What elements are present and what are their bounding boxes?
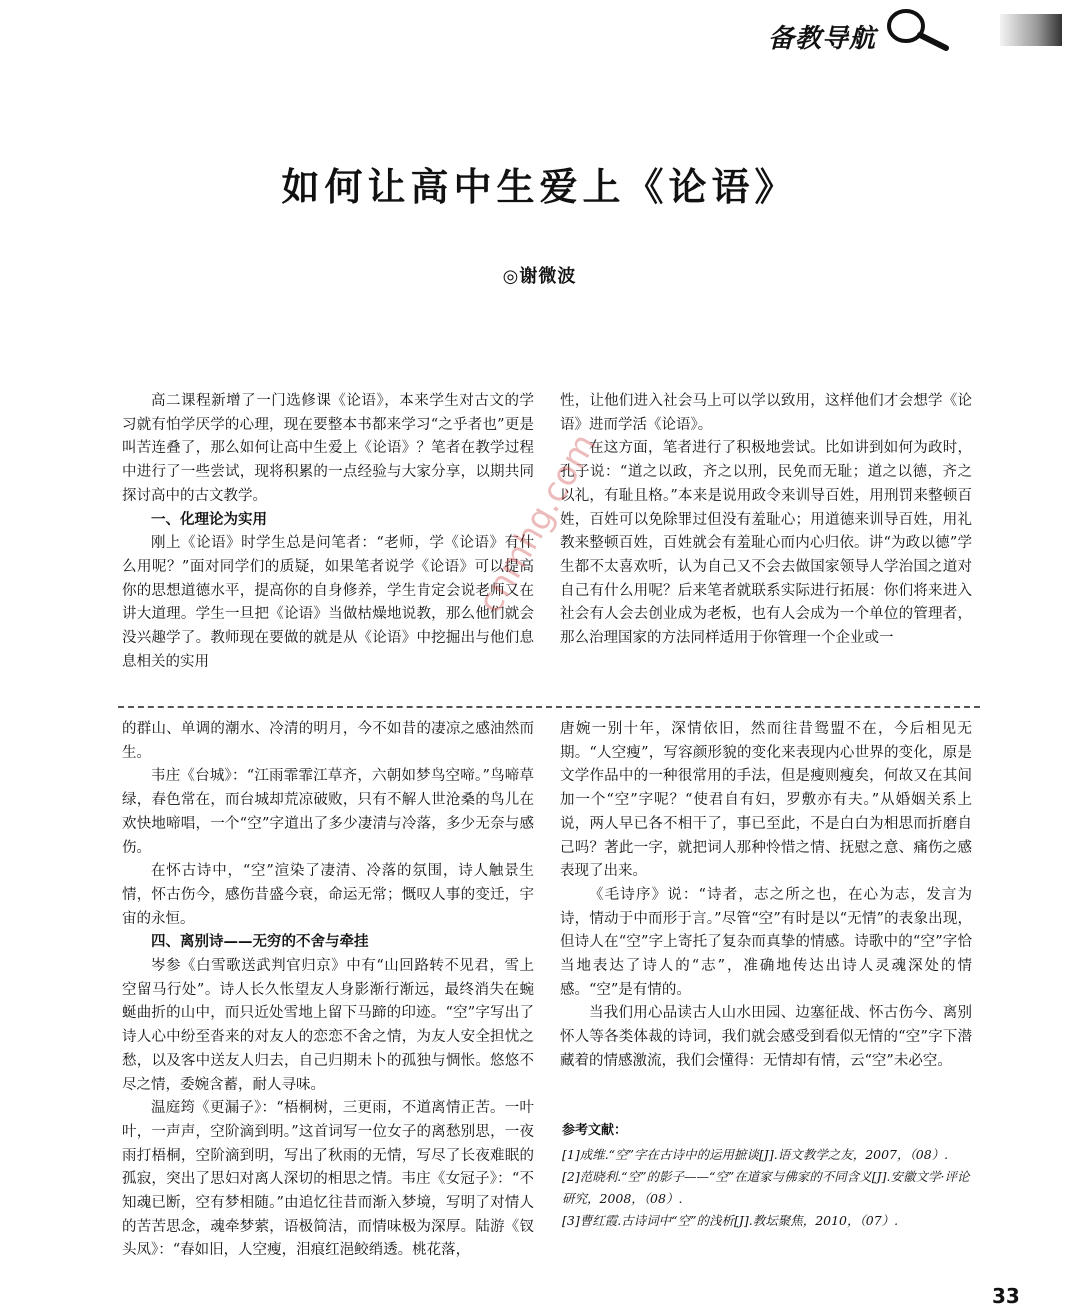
lower-right-column (560, 718, 972, 1074)
magnifier-icon (882, 6, 950, 52)
paragraph: 的群山、单调的潮水、冷清的明月，今不如昔的凄凉之感油然而生。 (122, 721, 534, 761)
paragraph: 《毛诗序》说：“诗者，志之所之也，在心为志，发言为诗，情动于中而形于言。”尽管“空”有时是以“无情”的表象出现，但诗人在“空”字上寄托了复杂而真挚的情感。诗歌中的“空”字恰当地表达了诗人的“志”，准确地传达出诗人灵魂深处的情感。“空”是有情的。 (560, 886, 972, 998)
article-author: ◎谢微波 (502, 266, 577, 287)
paragraph: 唐婉一别十年，深情依旧，然而往昔鸳盟不在，今后相见无期。“人空瘦”，写容颜形貌的变化来表现内心世界的变化，原是文学作品中的一种很常用的手法，但是瘦则瘦矣，何故又在其间加一个“空”字呢？“使君自有妇，罗敷亦有夫。”从婚姻关系上说，两人早已各不相干了，事已至此，不是白白为相思而折磨自己吗？著此一字，就把词人那种怜惜之情、抚慰之意、痛伤之感表现了出来。 (560, 721, 972, 880)
reference-item: [2]范晓利.“空”的影子——“空”在道家与佛家的不同含义[J].安徽文学·评论研究，2008，（08）. (562, 1169, 970, 1206)
lower-left-column (122, 718, 534, 1263)
references-title: 参考文献： (562, 1123, 628, 1138)
paragraph: 温庭筠《更漏子》：“梧桐树，三更雨，不道离情正苦。一叶叶，一声声，空阶滴到明。”这首词写一位女子的离愁别思，一夜雨打梧桐，空阶滴到明，写出了秋雨的无情，写尽了长夜难眠的孤寂，突出了思妇对离人深切的相思之情。韦庄《女冠子》：“不知魂已断，空有梦相随。”由追忆往昔而渐入梦境，写明了对情人的苦苦思念，魂牵梦萦，语极简洁，而情味极为深厚。陆游《钗头凤》：“春如旧，人空瘦，泪痕红浥鲛绡透。桃花落， (122, 1100, 534, 1259)
paragraph: 性，让他们进入社会马上可以学以致用，这样他们才会想学《论语》进而学活《论语》。 (560, 393, 972, 433)
upper-right-column (560, 390, 972, 651)
section-divider (118, 706, 980, 708)
page-number: 33 (992, 1284, 1020, 1308)
paragraph: 刚上《论语》时学生总是问笔者：“老师，学《论语》有什么用呢？”面对同学们的质疑，如果笔者说学《论语》可以提高你的思想道德水平，提高你的自身修养，学生肯定会说老师又在讲大道理。学生一旦把《论语》当做枯燥地说教，那么他们就会没兴趣学了。教师现在要做的就是从《论语》中挖掘出与他们息息相关的实用 (122, 535, 534, 670)
paragraph: 岑参《白雪歌送武判官归京》中有“山回路转不见君，雪上空留马行处”。诗人长久怅望友人身影渐行渐远，最终消失在蜿蜒曲折的山中，而只近处雪地上留下马蹄的印迹。“空”字写出了诗人心中纷至沓来的对友人的恋恋不舍之情，为友人安全担忧之愁，以及客中送友人归去，自己归期未卜的孤独与惆怅。悠悠不尽之情，委婉含蓄，耐人寻味。 (122, 958, 534, 1093)
article-title: 如何让高中生爱上《论语》 (281, 165, 798, 209)
paragraph: 在怀古诗中，“空”渲染了凄清、冷落的氛围，诗人触景生情，怀古伤今，感伤昔盛今衰，命运无常；慨叹人事的变迁，宇宙的永恒。 (122, 863, 534, 927)
paragraph: 当我们用心品读古人山水田园、边塞征战、怀古伤今、离别怀人等各类体裁的诗词，我们就会感受到看似无情的“空”字下潜藏着的情感激流，我们会懂得：无情却有情，云“空”未必空。 (560, 1005, 972, 1069)
references-section (562, 1120, 972, 1232)
paragraph: 高二课程新增了一门选修课《论语》，本来学生对古文的学习就有怕学厌学的心理，现在要整本书都来学习“之乎者也”更是叫苦连叠了，那么如何让高中生爱上《论语》？笔者在教学过程中进行了一些尝试，现将积累的一点经验与大家分享，以期共同探讨高中的古文教学。 (122, 393, 534, 504)
section-heading: 一、化理论为实用 (151, 511, 267, 528)
watermark: cnmhg.com (470, 426, 605, 620)
corner-decoration (1000, 14, 1062, 46)
section-heading: 四、离别诗——无穷的不舍与牵挂 (151, 934, 369, 951)
section-brand: 备教导航 (768, 24, 877, 54)
upper-left-column (122, 390, 534, 674)
paragraph: 韦庄《台城》：“江雨霏霏江草齐，六朝如梦鸟空啼。”鸟啼草绿，春色常在，而台城却荒凉破败，只有不解人世沧桑的鸟儿在欢快地啼唱，一个“空”字道出了多少凄清与冷落，多少无奈与感伤。 (122, 768, 534, 856)
reference-item: [1]成维.“空”字在古诗中的运用摭谈[J].语文教学之友，2007，（08）. (562, 1147, 949, 1162)
paragraph: 在这方面，笔者进行了积极地尝试。比如讲到如何为政时，孔子说：“道之以政，齐之以刑，民免而无耻；道之以德，齐之以礼，有耻且格。”本来是说用政令来训导百姓，用刑罚来整顿百姓，百姓可以免除罪过但没有羞耻心；用道德来训导百姓，用礼教来整顿百姓，百姓就会有羞耻心而内心归依。讲“为政以德”学生都不太喜欢听，认为自己又不会去做国家领导人学治国之道对自己有什么用呢？后来笔者就联系实际进行拓展：你们将来进入社会有人会去创业成为老板，也有人会成为一个单位的管理者，那么治理国家的方法同样适用于你管理一个企业或一 (560, 440, 972, 647)
reference-item: [3]曹红霞.古诗词中“空”的浅析[J].教坛聚焦，2010，（07）. (562, 1213, 899, 1228)
